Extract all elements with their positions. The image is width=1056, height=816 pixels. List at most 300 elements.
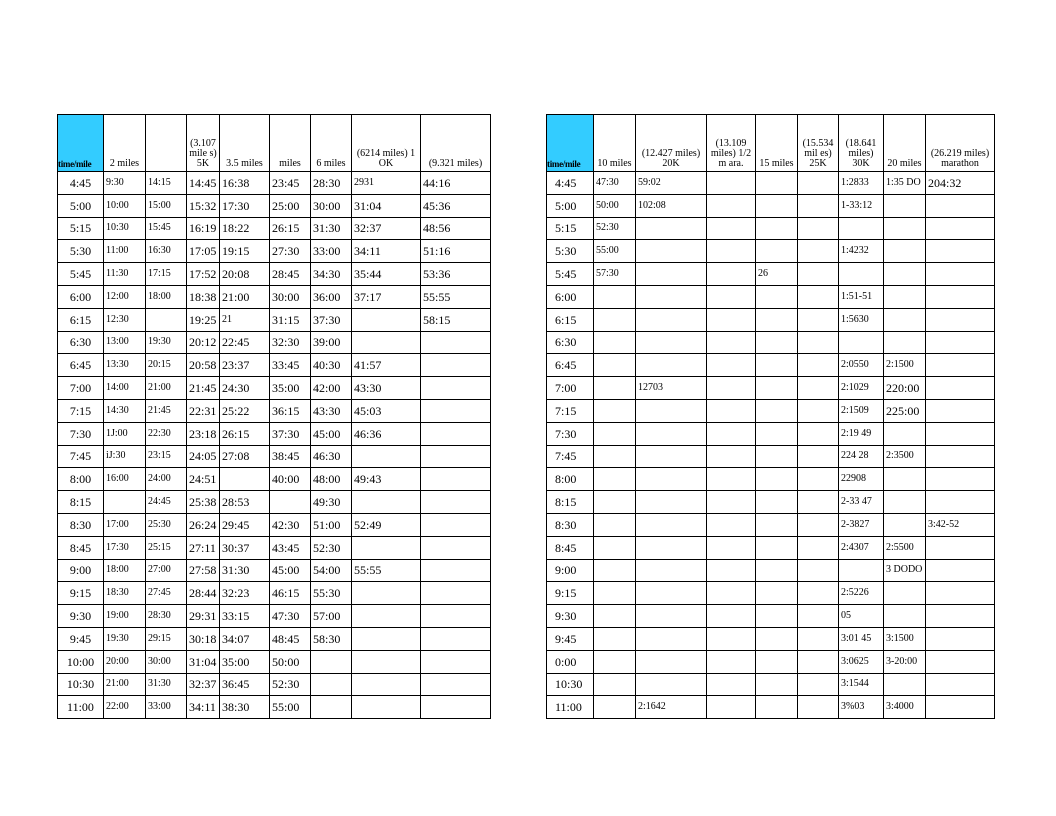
finish-time-cell [594,559,636,582]
finish-time-cell [884,468,926,491]
finish-time-cell [707,354,756,377]
table-row [58,331,491,354]
finish-time-cell [798,627,839,650]
table-row [58,445,491,468]
finish-time-cell [594,468,636,491]
table-row [58,673,491,696]
finish-time-cell: 05 [839,605,884,628]
finish-time-cell [798,194,839,217]
finish-time-cell: 18:00 [146,285,187,308]
finish-time-cell: 20:15 [146,354,187,377]
pace-table-right [546,114,995,719]
finish-time-cell: 30:37 [220,536,270,559]
finish-time-cell [311,696,352,719]
pace-cell: 8:45 [58,536,104,559]
finish-time-cell: 34:30 [311,263,352,286]
finish-time-cell [707,673,756,696]
finish-time-cell: 13:30 [104,354,146,377]
finish-time-cell: 21:45 [187,377,220,400]
finish-time-cell [352,627,421,650]
finish-time-cell [926,627,995,650]
finish-time-cell [884,263,926,286]
finish-time-cell [636,422,707,445]
finish-time-cell: 12703 [636,377,707,400]
finish-time-cell [707,445,756,468]
pace-cell: 7:15 [547,399,594,422]
finish-time-cell: 27:08 [220,445,270,468]
finish-time-cell [926,605,995,628]
finish-time-cell [594,536,636,559]
pace-cell: 9:45 [547,627,594,650]
finish-time-cell [798,696,839,719]
finish-time-cell: 55:00 [270,696,311,719]
finish-time-cell [707,536,756,559]
finish-time-cell: 38:45 [270,445,311,468]
finish-time-cell: 30:00 [270,285,311,308]
finish-time-cell [352,650,421,673]
finish-time-cell [707,285,756,308]
finish-time-cell [884,582,926,605]
finish-time-cell [594,605,636,628]
finish-time-cell: 37:17 [352,285,421,308]
finish-time-cell: 27:00 [146,559,187,582]
finish-time-cell: 52:30 [270,673,311,696]
pace-cell: 8:00 [58,468,104,491]
finish-time-cell [926,285,995,308]
finish-time-cell: 22:30 [146,422,187,445]
finish-time-cell: 42:30 [270,513,311,536]
finish-time-cell [798,536,839,559]
finish-time-cell [707,696,756,719]
finish-time-cell [926,468,995,491]
finish-time-cell [352,331,421,354]
pace-cell: 6:30 [547,331,594,354]
finish-time-cell [884,285,926,308]
finish-time-cell: 38:30 [220,696,270,719]
finish-time-cell: 1:51-51 [839,285,884,308]
table-row [547,217,995,240]
finish-time-cell: 40:30 [311,354,352,377]
finish-time-cell: 20:00 [104,650,146,673]
finish-time-cell [839,559,884,582]
finish-time-cell: 15:32 [187,194,220,217]
finish-time-cell: 53:36 [421,263,491,286]
table-row [547,650,995,673]
finish-time-cell: 23:18 [187,422,220,445]
pace-cell: 4:45 [58,172,104,195]
table-row [547,536,995,559]
finish-time-cell: 3 DODO [884,559,926,582]
finish-time-cell: 24:05 [187,445,220,468]
finish-time-cell: 2:1642 [636,696,707,719]
table-row [547,491,995,514]
finish-time-cell: 22:00 [104,696,146,719]
finish-time-cell [798,445,839,468]
table-row [547,559,995,582]
finish-time-cell: 25:15 [146,536,187,559]
finish-time-cell: 28:30 [146,605,187,628]
finish-time-cell: 22:31 [187,399,220,422]
finish-time-cell [707,650,756,673]
finish-time-cell: 12:00 [104,285,146,308]
table-row [58,399,491,422]
distance-header: 20 miles [884,115,926,172]
pace-cell: 10:30 [58,673,104,696]
finish-time-cell [636,650,707,673]
finish-time-cell: 14:30 [104,399,146,422]
finish-time-cell: 31:15 [270,308,311,331]
finish-time-cell: 102:08 [636,194,707,217]
finish-time-cell: 47:30 [594,172,636,195]
finish-time-cell [594,582,636,605]
table-row [547,468,995,491]
finish-time-cell [352,696,421,719]
finish-time-cell [636,308,707,331]
finish-time-cell [839,263,884,286]
finish-time-cell: 28:53 [220,491,270,514]
finish-time-cell [756,627,798,650]
finish-time-cell: 55:00 [594,240,636,263]
finish-time-cell: 21 [220,308,270,331]
finish-time-cell [707,308,756,331]
finish-time-cell [707,217,756,240]
finish-time-cell: 32:30 [270,331,311,354]
finish-time-cell [594,445,636,468]
pace-cell: 9:30 [58,605,104,628]
finish-time-cell: 46:36 [352,422,421,445]
finish-time-cell: 55:30 [311,582,352,605]
finish-time-cell: 48:56 [421,217,491,240]
finish-time-cell: 59:02 [636,172,707,195]
finish-time-cell [421,422,491,445]
table-row [547,627,995,650]
finish-time-cell [756,422,798,445]
finish-time-cell [421,331,491,354]
finish-time-cell [352,445,421,468]
finish-time-cell [421,696,491,719]
finish-time-cell: 17:30 [104,536,146,559]
finish-time-cell [421,559,491,582]
finish-time-cell [421,582,491,605]
finish-time-cell [594,650,636,673]
finish-time-cell [636,491,707,514]
time-per-mile-header: time/mile [58,115,104,172]
finish-time-cell: 51:00 [311,513,352,536]
finish-time-cell: 44:16 [421,172,491,195]
finish-time-cell [352,673,421,696]
finish-time-cell: 10:30 [104,217,146,240]
finish-time-cell [756,285,798,308]
finish-time-cell: 47:30 [270,605,311,628]
finish-time-cell [756,513,798,536]
finish-time-cell [798,673,839,696]
finish-time-cell [707,468,756,491]
table-row [547,582,995,605]
finish-time-cell [594,422,636,445]
distance-header: (6214 miles) 1 OK [352,115,421,172]
finish-time-cell [756,308,798,331]
table-row [58,194,491,217]
pace-cell: 7:00 [547,377,594,400]
finish-time-cell: 36:15 [270,399,311,422]
finish-time-cell [707,513,756,536]
table-row [547,308,995,331]
finish-time-cell: 17:15 [146,263,187,286]
finish-time-cell: 19:00 [104,605,146,628]
distance-header: (26.219 miles) marathon [926,115,995,172]
finish-time-cell: 16:00 [104,468,146,491]
pace-cell: 5:45 [58,263,104,286]
table-row [58,491,491,514]
finish-time-cell: 16:38 [220,172,270,195]
pace-cell: 9:45 [58,627,104,650]
finish-time-cell [594,285,636,308]
finish-time-cell: 24:00 [146,468,187,491]
pace-cell: 9:30 [547,605,594,628]
finish-time-cell [884,673,926,696]
finish-time-cell: 35:00 [270,377,311,400]
finish-time-cell: 9:30 [104,172,146,195]
finish-time-cell: 58:30 [311,627,352,650]
finish-time-cell [220,468,270,491]
finish-time-cell [636,627,707,650]
finish-time-cell [798,650,839,673]
finish-time-cell: 31:04 [187,650,220,673]
finish-time-cell: 34:11 [352,240,421,263]
finish-time-cell: 13:00 [104,331,146,354]
table-row [547,331,995,354]
finish-time-cell: 52:30 [594,217,636,240]
finish-time-cell: 26 [756,263,798,286]
finish-time-cell: 15:45 [146,217,187,240]
finish-time-cell: 3:4000 [884,696,926,719]
finish-time-cell [798,513,839,536]
finish-time-cell: 11:00 [104,240,146,263]
finish-time-cell [756,172,798,195]
finish-time-cell: 12:30 [104,308,146,331]
finish-time-cell: 11:30 [104,263,146,286]
finish-time-cell [756,582,798,605]
finish-time-cell: 25:30 [146,513,187,536]
finish-time-cell: 45:00 [270,559,311,582]
finish-time-cell [926,377,995,400]
finish-time-cell [421,650,491,673]
finish-time-cell [707,559,756,582]
finish-time-cell [707,377,756,400]
table-row [547,513,995,536]
table-row [547,399,995,422]
finish-time-cell [421,491,491,514]
finish-time-cell: 1:4232 [839,240,884,263]
pace-cell: 6:30 [58,331,104,354]
finish-time-cell: 41:57 [352,354,421,377]
pace-cell: 6:00 [58,285,104,308]
finish-time-cell [798,422,839,445]
finish-time-cell: 33:00 [146,696,187,719]
pace-cell: 8:00 [547,468,594,491]
finish-time-cell: 18:00 [104,559,146,582]
finish-time-cell: 31:30 [311,217,352,240]
pace-cell: 11:00 [58,696,104,719]
finish-time-cell [926,491,995,514]
finish-time-cell: 19:30 [104,627,146,650]
finish-time-cell [636,285,707,308]
finish-time-cell [798,263,839,286]
pace-cell: 7:45 [547,445,594,468]
finish-time-cell [636,605,707,628]
distance-header: (18.641 miles) 30K [839,115,884,172]
finish-time-cell: 2931 [352,172,421,195]
finish-time-cell: 34:11 [187,696,220,719]
finish-time-cell: 3:1544 [839,673,884,696]
finish-time-cell [707,331,756,354]
finish-time-cell: 27:58 [187,559,220,582]
finish-time-cell: 39:00 [311,331,352,354]
finish-time-cell [926,354,995,377]
finish-time-cell [311,650,352,673]
distance-header: 15 miles [756,115,798,172]
finish-time-cell: 17:00 [104,513,146,536]
pace-cell: 7:15 [58,399,104,422]
table-row [58,172,491,195]
finish-time-cell [756,559,798,582]
pace-cell: 6:15 [58,308,104,331]
finish-time-cell: 23:45 [270,172,311,195]
pace-cell: 7:30 [58,422,104,445]
finish-time-cell [798,240,839,263]
finish-time-cell: 35:00 [220,650,270,673]
pace-cell: 8:15 [547,491,594,514]
finish-time-cell [756,605,798,628]
finish-time-cell: 45:00 [311,422,352,445]
finish-time-cell: 24:45 [146,491,187,514]
table-row [547,240,995,263]
finish-time-cell [884,331,926,354]
finish-time-cell [421,513,491,536]
pace-cell: 5:15 [58,217,104,240]
finish-time-cell: 2:5500 [884,536,926,559]
finish-time-cell: 26:24 [187,513,220,536]
finish-time-cell: 1-33:12 [839,194,884,217]
finish-time-cell: 3-20:00 [884,650,926,673]
finish-time-cell: 37:30 [270,422,311,445]
finish-time-cell [798,377,839,400]
finish-time-cell: 30:00 [146,650,187,673]
finish-time-cell: 36:00 [311,285,352,308]
finish-time-cell: 33:45 [270,354,311,377]
finish-time-cell [636,240,707,263]
table-row [547,172,995,195]
distance-header: 2 miles [104,115,146,172]
finish-time-cell [421,627,491,650]
table-row [58,217,491,240]
finish-time-cell [884,513,926,536]
table-row [547,263,995,286]
finish-time-cell: 27:45 [146,582,187,605]
finish-time-cell: 3:01 45 [839,627,884,650]
finish-time-cell: 2-3827 [839,513,884,536]
finish-time-cell [594,696,636,719]
finish-time-cell: 43:30 [311,399,352,422]
table-row [547,194,995,217]
finish-time-cell [798,354,839,377]
table-row [58,650,491,673]
finish-time-cell: 2-33 47 [839,491,884,514]
finish-time-cell [352,605,421,628]
finish-time-cell [707,194,756,217]
finish-time-cell [884,240,926,263]
distance-header: 3.5 miles [220,115,270,172]
finish-time-cell: 31:04 [352,194,421,217]
finish-time-cell: 19:30 [146,331,187,354]
finish-time-cell [798,172,839,195]
finish-time-cell [756,240,798,263]
finish-time-cell [636,673,707,696]
finish-time-cell: 2:1500 [884,354,926,377]
pace-cell: 9:15 [547,582,594,605]
finish-time-cell [636,263,707,286]
finish-time-cell [594,673,636,696]
finish-time-cell: 1J:00 [104,422,146,445]
finish-time-cell: 32:37 [187,673,220,696]
finish-time-cell [756,696,798,719]
table-row [58,308,491,331]
finish-time-cell: 29:31 [187,605,220,628]
finish-time-cell: 28:44 [187,582,220,605]
finish-time-cell: 46:15 [270,582,311,605]
finish-time-cell: 24:51 [187,468,220,491]
finish-time-cell [798,285,839,308]
finish-time-cell [146,308,187,331]
finish-time-cell: 30:00 [311,194,352,217]
finish-time-cell [707,172,756,195]
finish-time-cell [352,582,421,605]
pace-cell: 9:00 [58,559,104,582]
finish-time-cell [594,331,636,354]
finish-time-cell: 20:58 [187,354,220,377]
finish-time-cell: 3:0625 [839,650,884,673]
finish-time-cell: 27:11 [187,536,220,559]
finish-time-cell: 29:45 [220,513,270,536]
finish-time-cell [926,582,995,605]
finish-time-cell: 25:22 [220,399,270,422]
finish-time-cell [926,308,995,331]
pace-cell: 9:00 [547,559,594,582]
finish-time-cell [756,650,798,673]
table-row [58,468,491,491]
finish-time-cell: 16:30 [146,240,187,263]
finish-time-cell [756,399,798,422]
finish-time-cell [926,240,995,263]
finish-time-cell: 50:00 [270,650,311,673]
finish-time-cell: 2:0550 [839,354,884,377]
finish-time-cell [926,650,995,673]
finish-time-cell [594,399,636,422]
finish-time-cell [756,354,798,377]
pace-cell: 5:00 [58,194,104,217]
finish-time-cell: 24:30 [220,377,270,400]
finish-time-cell: 45:03 [352,399,421,422]
finish-time-cell: 42:00 [311,377,352,400]
pace-cell: 6:45 [58,354,104,377]
finish-time-cell [756,217,798,240]
finish-time-cell [636,559,707,582]
finish-time-cell [798,491,839,514]
pace-cell: 8:45 [547,536,594,559]
finish-time-cell [352,536,421,559]
pace-cell: 5:00 [547,194,594,217]
finish-time-cell [636,399,707,422]
